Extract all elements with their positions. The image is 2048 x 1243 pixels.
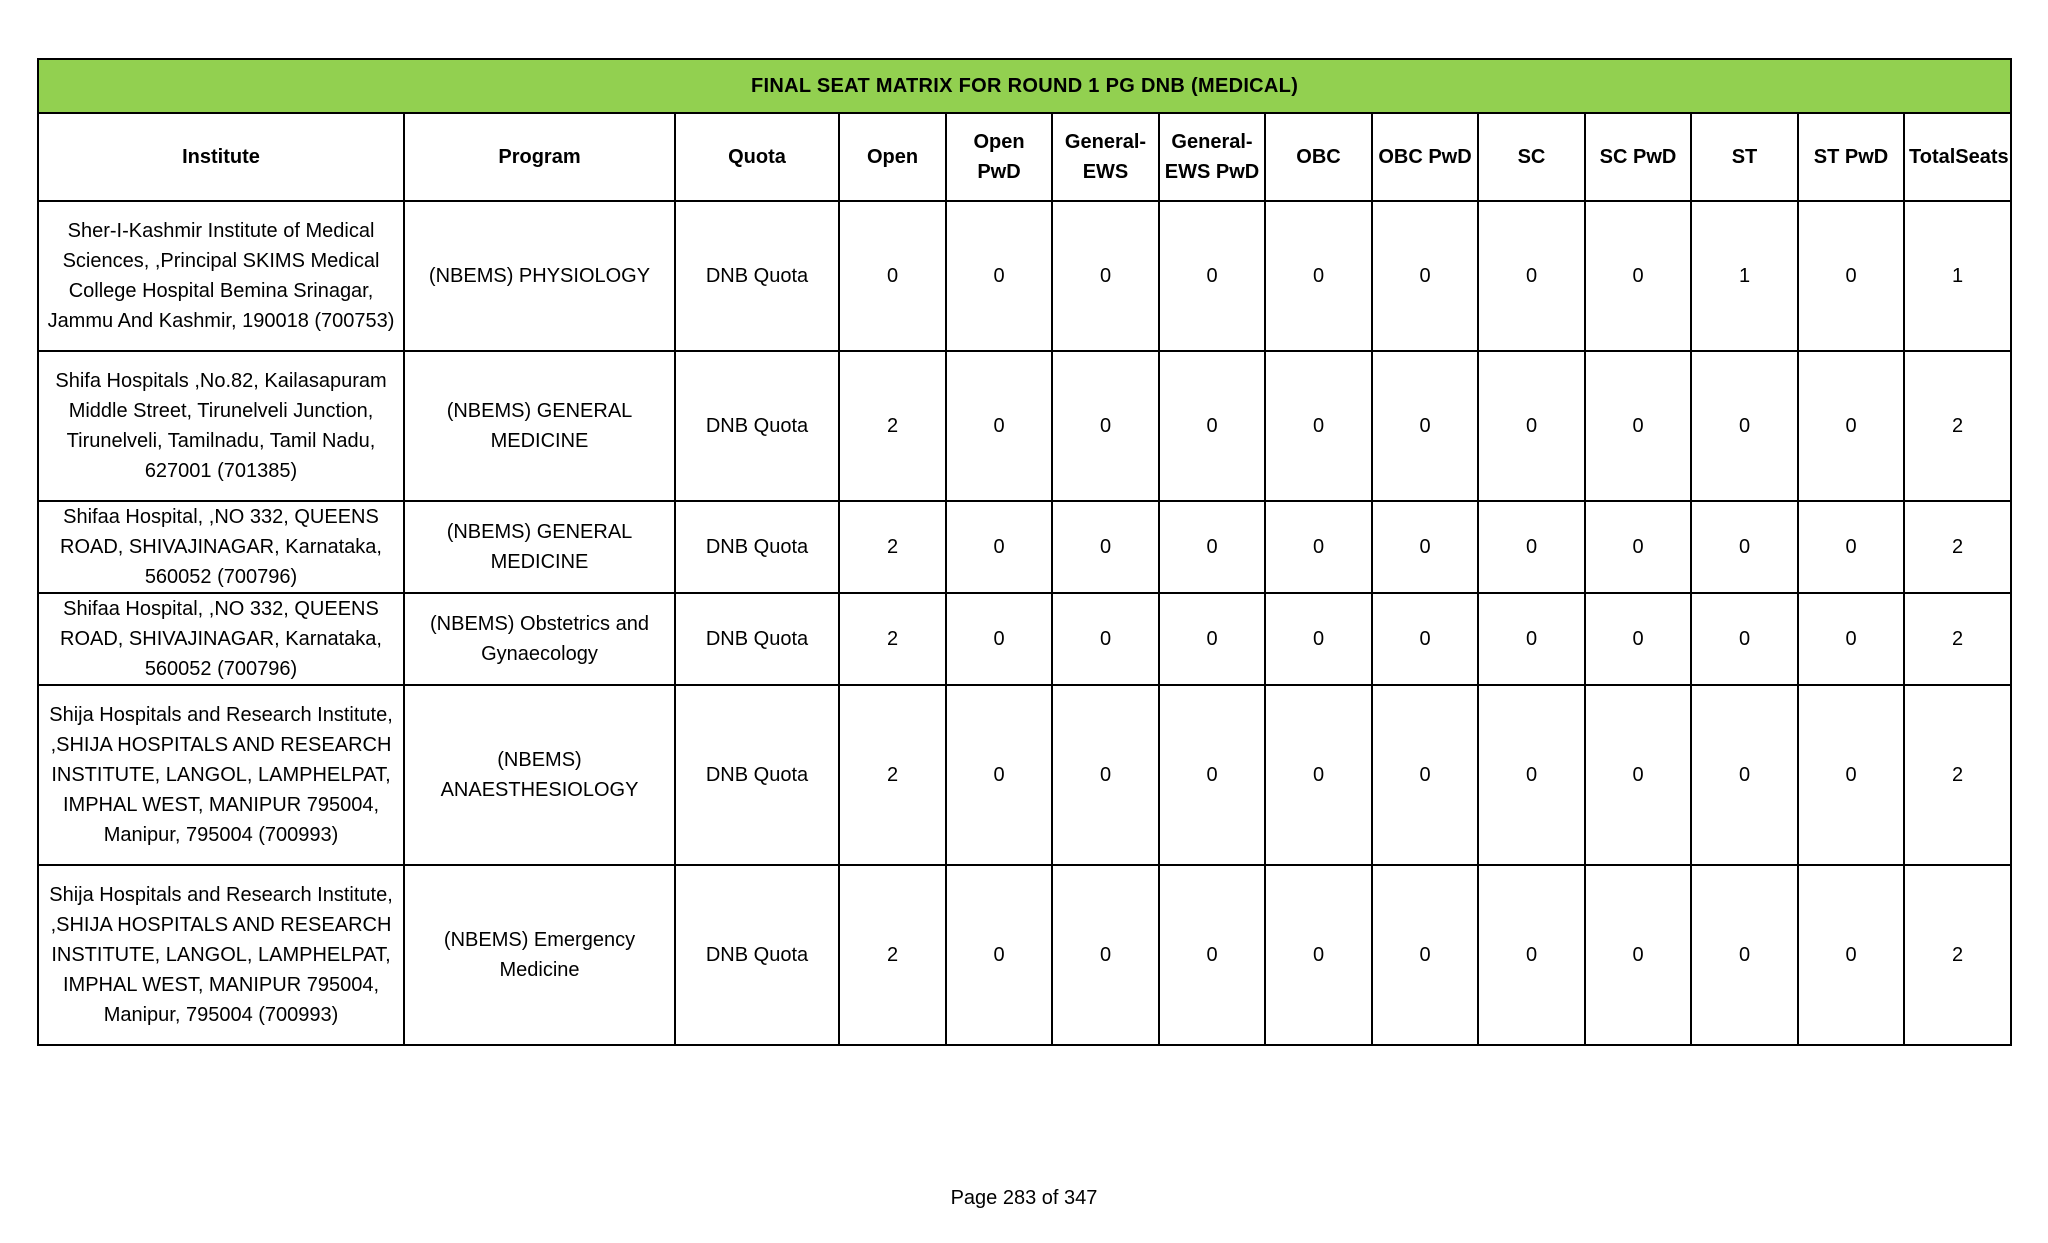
col-header-sc: SC bbox=[1478, 113, 1585, 201]
cell-institute: Shifa Hospitals ,No.82, Kailasapuram Middle Street, Tirunelveli Junction, Tirunelveli, Tamilnadu, Tamil Nadu, 627001 (701385) bbox=[38, 351, 404, 501]
cell-total-seats: 2 bbox=[1904, 501, 2011, 593]
col-header-st-pwd: ST PwD bbox=[1798, 113, 1904, 201]
col-header-program: Program bbox=[404, 113, 675, 201]
cell-general-ews-pwd: 0 bbox=[1159, 865, 1265, 1045]
cell-obc-pwd: 0 bbox=[1372, 593, 1478, 685]
cell-st-pwd: 0 bbox=[1798, 351, 1904, 501]
cell-program: (NBEMS) Obstetrics and Gynaecology bbox=[404, 593, 675, 685]
cell-total-seats: 1 bbox=[1904, 201, 2011, 351]
cell-program: (NBEMS) GENERAL MEDICINE bbox=[404, 351, 675, 501]
table-row bbox=[38, 685, 2011, 865]
cell-st: 0 bbox=[1691, 593, 1798, 685]
cell-institute: Shifaa Hospital, ,NO 332, QUEENS ROAD, SHIVAJINAGAR, Karnataka, 560052 (700796) bbox=[38, 593, 404, 685]
cell-open: 2 bbox=[839, 351, 946, 501]
cell-open: 2 bbox=[839, 501, 946, 593]
page-number: Page 283 of 347 bbox=[950, 1187, 1098, 1209]
col-header-general-ews-pwd: General-EWS PwD bbox=[1159, 113, 1265, 201]
cell-general-ews: 0 bbox=[1052, 501, 1159, 593]
cell-sc-pwd: 0 bbox=[1585, 685, 1691, 865]
cell-sc: 0 bbox=[1478, 351, 1585, 501]
cell-sc: 0 bbox=[1478, 865, 1585, 1045]
cell-open: 2 bbox=[839, 685, 946, 865]
cell-general-ews: 0 bbox=[1052, 685, 1159, 865]
cell-open-pwd: 0 bbox=[946, 201, 1052, 351]
cell-open: 2 bbox=[839, 865, 946, 1045]
cell-obc-pwd: 0 bbox=[1372, 201, 1478, 351]
cell-general-ews: 0 bbox=[1052, 351, 1159, 501]
col-header-sc-pwd: SC PwD bbox=[1585, 113, 1691, 201]
cell-sc: 0 bbox=[1478, 501, 1585, 593]
cell-quota: DNB Quota bbox=[675, 593, 839, 685]
header-row bbox=[38, 113, 2011, 201]
cell-general-ews-pwd: 0 bbox=[1159, 201, 1265, 351]
cell-sc-pwd: 0 bbox=[1585, 351, 1691, 501]
cell-institute: Sher-I-Kashmir Institute of Medical Sciences, ,Principal SKIMS Medical College Hospital Bemina Srinagar, Jammu And Kashmir, 190018 (700753) bbox=[38, 201, 404, 351]
cell-total-seats: 2 bbox=[1904, 351, 2011, 501]
cell-sc-pwd: 0 bbox=[1585, 501, 1691, 593]
cell-institute: Shija Hospitals and Research Institute, ,SHIJA HOSPITALS AND RESEARCH INSTITUTE, LANGOL, LAMPHELPAT, IMPHAL WEST, MANIPUR 795004, Manipur, 795004 (700993) bbox=[38, 865, 404, 1045]
table-row bbox=[38, 865, 2011, 1045]
cell-program: (NBEMS) ANAESTHESIOLOGY bbox=[404, 685, 675, 865]
cell-sc: 0 bbox=[1478, 593, 1585, 685]
cell-total-seats: 2 bbox=[1904, 685, 2011, 865]
cell-general-ews: 0 bbox=[1052, 201, 1159, 351]
cell-institute: Shifaa Hospital, ,NO 332, QUEENS ROAD, SHIVAJINAGAR, Karnataka, 560052 (700796) bbox=[38, 501, 404, 593]
cell-obc: 0 bbox=[1265, 351, 1372, 501]
cell-quota: DNB Quota bbox=[675, 351, 839, 501]
col-header-general-ews: General-EWS bbox=[1052, 113, 1159, 201]
cell-quota: DNB Quota bbox=[675, 685, 839, 865]
cell-obc-pwd: 0 bbox=[1372, 351, 1478, 501]
cell-open: 2 bbox=[839, 593, 946, 685]
cell-program: (NBEMS) PHYSIOLOGY bbox=[404, 201, 675, 351]
col-header-institute: Institute bbox=[38, 113, 404, 201]
cell-open-pwd: 0 bbox=[946, 351, 1052, 501]
cell-open-pwd: 0 bbox=[946, 685, 1052, 865]
cell-program: (NBEMS) GENERAL MEDICINE bbox=[404, 501, 675, 593]
cell-obc-pwd: 0 bbox=[1372, 685, 1478, 865]
col-header-open: Open bbox=[839, 113, 946, 201]
cell-sc-pwd: 0 bbox=[1585, 593, 1691, 685]
cell-quota: DNB Quota bbox=[675, 865, 839, 1045]
cell-general-ews: 0 bbox=[1052, 865, 1159, 1045]
col-header-obc: OBC bbox=[1265, 113, 1372, 201]
cell-st: 0 bbox=[1691, 685, 1798, 865]
seat-matrix-sheet bbox=[37, 58, 2010, 1046]
cell-st: 1 bbox=[1691, 201, 1798, 351]
cell-obc: 0 bbox=[1265, 685, 1372, 865]
cell-sc-pwd: 0 bbox=[1585, 201, 1691, 351]
title-row bbox=[38, 59, 2011, 113]
table-row bbox=[38, 593, 2011, 685]
cell-sc-pwd: 0 bbox=[1585, 865, 1691, 1045]
cell-open-pwd: 0 bbox=[946, 865, 1052, 1045]
col-header-open-pwd: Open PwD bbox=[946, 113, 1052, 201]
cell-obc-pwd: 0 bbox=[1372, 501, 1478, 593]
cell-st: 0 bbox=[1691, 865, 1798, 1045]
col-header-quota: Quota bbox=[675, 113, 839, 201]
cell-general-ews-pwd: 0 bbox=[1159, 593, 1265, 685]
cell-st: 0 bbox=[1691, 501, 1798, 593]
col-header-st: ST bbox=[1691, 113, 1798, 201]
seat-matrix-table bbox=[37, 58, 2012, 1046]
cell-general-ews-pwd: 0 bbox=[1159, 685, 1265, 865]
table-row bbox=[38, 351, 2011, 501]
cell-obc: 0 bbox=[1265, 201, 1372, 351]
table-row bbox=[38, 501, 2011, 593]
cell-st: 0 bbox=[1691, 351, 1798, 501]
cell-general-ews-pwd: 0 bbox=[1159, 501, 1265, 593]
page-title: FINAL SEAT MATRIX FOR ROUND 1 PG DNB (MEDICAL) bbox=[38, 59, 2011, 113]
cell-open-pwd: 0 bbox=[946, 593, 1052, 685]
cell-st-pwd: 0 bbox=[1798, 865, 1904, 1045]
cell-institute: Shija Hospitals and Research Institute, ,SHIJA HOSPITALS AND RESEARCH INSTITUTE, LANGOL, LAMPHELPAT, IMPHAL WEST, MANIPUR 795004, Manipur, 795004 (700993) bbox=[38, 685, 404, 865]
cell-st-pwd: 0 bbox=[1798, 501, 1904, 593]
cell-total-seats: 2 bbox=[1904, 593, 2011, 685]
cell-st-pwd: 0 bbox=[1798, 685, 1904, 865]
table-row bbox=[38, 201, 2011, 351]
cell-general-ews: 0 bbox=[1052, 593, 1159, 685]
cell-sc: 0 bbox=[1478, 201, 1585, 351]
cell-obc-pwd: 0 bbox=[1372, 865, 1478, 1045]
cell-open: 0 bbox=[839, 201, 946, 351]
cell-obc: 0 bbox=[1265, 501, 1372, 593]
cell-total-seats: 2 bbox=[1904, 865, 2011, 1045]
cell-quota: DNB Quota bbox=[675, 201, 839, 351]
col-header-total-seats: TotalSeats bbox=[1904, 113, 2011, 201]
cell-st-pwd: 0 bbox=[1798, 201, 1904, 351]
cell-st-pwd: 0 bbox=[1798, 593, 1904, 685]
cell-program: (NBEMS) Emergency Medicine bbox=[404, 865, 675, 1045]
col-header-obc-pwd: OBC PwD bbox=[1372, 113, 1478, 201]
cell-open-pwd: 0 bbox=[946, 501, 1052, 593]
cell-general-ews-pwd: 0 bbox=[1159, 351, 1265, 501]
cell-sc: 0 bbox=[1478, 685, 1585, 865]
cell-obc: 0 bbox=[1265, 593, 1372, 685]
cell-quota: DNB Quota bbox=[675, 501, 839, 593]
cell-obc: 0 bbox=[1265, 865, 1372, 1045]
